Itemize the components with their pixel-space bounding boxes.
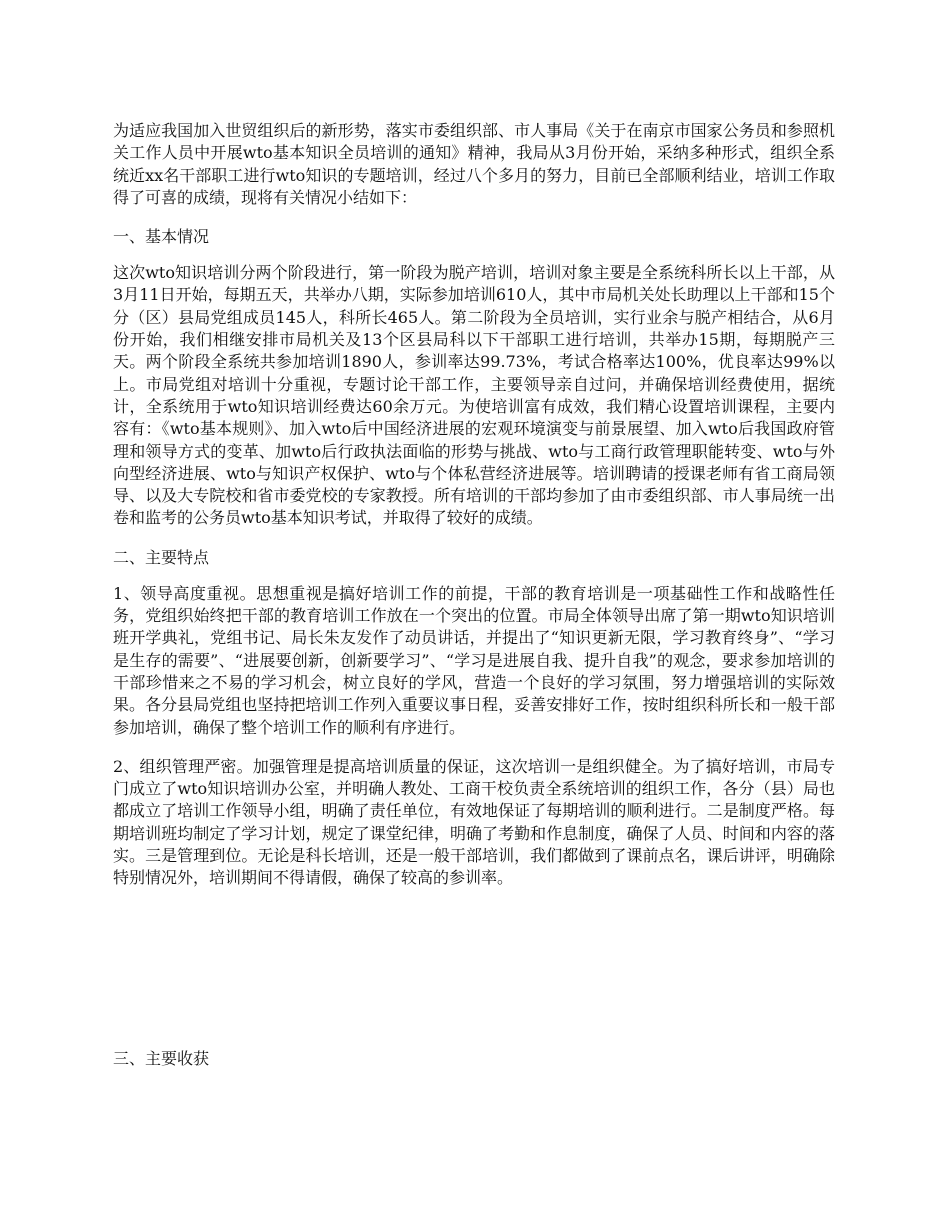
feature-point-1-paragraph: 1、领导高度重视。思想重视是搞好培训工作的前提，干部的教育培训是一项基础性工作和战略性任务，党组织始终把干部的教育培训工作放在一个突出的位置。市局全体领导出席了第一期wto知识培训班开学典礼，党组书记、局长朱友发作了动员讲话，并提出了“知识更新无限，学习教育终身”、“学习是生存的需要”、“进展要创新，创新要学习”、“学习是进展自我、提升自我”的观念，要求参加培训的干部珍惜来之不易的学习机会，树立良好的学风，营造一个良好的学习氛围，努力增强培训的实际效果。各分县局党组也坚持把培训工作列入重要议事日程，妥善安排好工作，按时组织科所长和一般干部参加培训，确保了整个培训工作的顺利有序进行。 [113, 583, 835, 737]
basic-situation-paragraph: 这次wto知识培训分两个阶段进行，第一阶段为脱产培训，培训对象主要是全系统科所长以上干部，从3月11日开始，每期五天，共举办八期，实际参加培训610人，其中市局机关处长助理以上干部和15个分（区）县局党组成员145人，科所长465人。第二阶段为全员培训，实行业余与脱产相结合，从6月份开始，我们相继安排市局机关及13个区县局科以下干部职工进行培训，共举办15期，每期脱产三天。两个阶段全系统共参加培训1890人，参训率达99.73%，考试合格率达100%，优良率达99%以上。市局党组对培训十分重视，专题讨论干部工作，主要领导亲自过问，并确保培训经费使用，据统计，全系统用于wto知识培训经费达60余万元。为使培训富有成效，我们精心设置培训课程，主要内容有：《wto基本规则》、加入wto后中国经济进展的宏观环境演变与前景展望、加入wto后我国政府管理和领导方式的变革、加wto后行政执法面临的形势与挑战、wto与工商行政管理职能转变、wto与外向型经济进展、wto与知识产权保护、wto与个体私营经济进展等。培训聘请的授课老师有省工商局领导、以及大专院校和省市委党校的专家教授。所有培训的干部均参加了由市委组织部、市人事局统一出卷和监考的公务员wto基本知识考试，并取得了较好的成绩。 [113, 263, 835, 528]
section-heading-basic-situation: 一、基本情况 [113, 227, 210, 247]
document-body [113, 120, 835, 907]
section-heading-main-gains: 三、主要收获 [113, 1049, 210, 1068]
section-heading-main-features: 二、主要特点 [113, 547, 210, 567]
intro-paragraph: 为适应我国加入世贸组织后的新形势，落实市委组织部、市人事局《关于在南京市国家公务员和参照机关工作人员中开展wto基本知识全员培训的通知》精神，我局从3月份开始，采纳多种形式，组织全系统近xx名干部职工进行wto知识的专题培训，经过八个多月的努力，目前已全部顺利结业，培训工作取得了可喜的成绩，现将有关情况小结如下： [113, 121, 835, 207]
feature-point-2-paragraph: 2、组织管理严密。加强管理是提高培训质量的保证，这次培训一是组织健全。为了搞好培训，市局专门成立了wto知识培训办公室，并明确人教处、工商干校负责全系统培训的组织工作，各分（县）局也都成立了培训工作领导小组，明确了责任单位，有效地保证了每期培训的顺利进行。二是制度严格。每期培训班均制定了学习计划，规定了课堂纪律，明确了考勤和作息制度，确保了人员、时间和内容的落实。三是管理到位。无论是科长培训，还是一般干部培训，我们都做到了课前点名，课后讲评，明确除特别情况外，培训期间不得请假，确保了较高的参训率。 [113, 756, 835, 888]
